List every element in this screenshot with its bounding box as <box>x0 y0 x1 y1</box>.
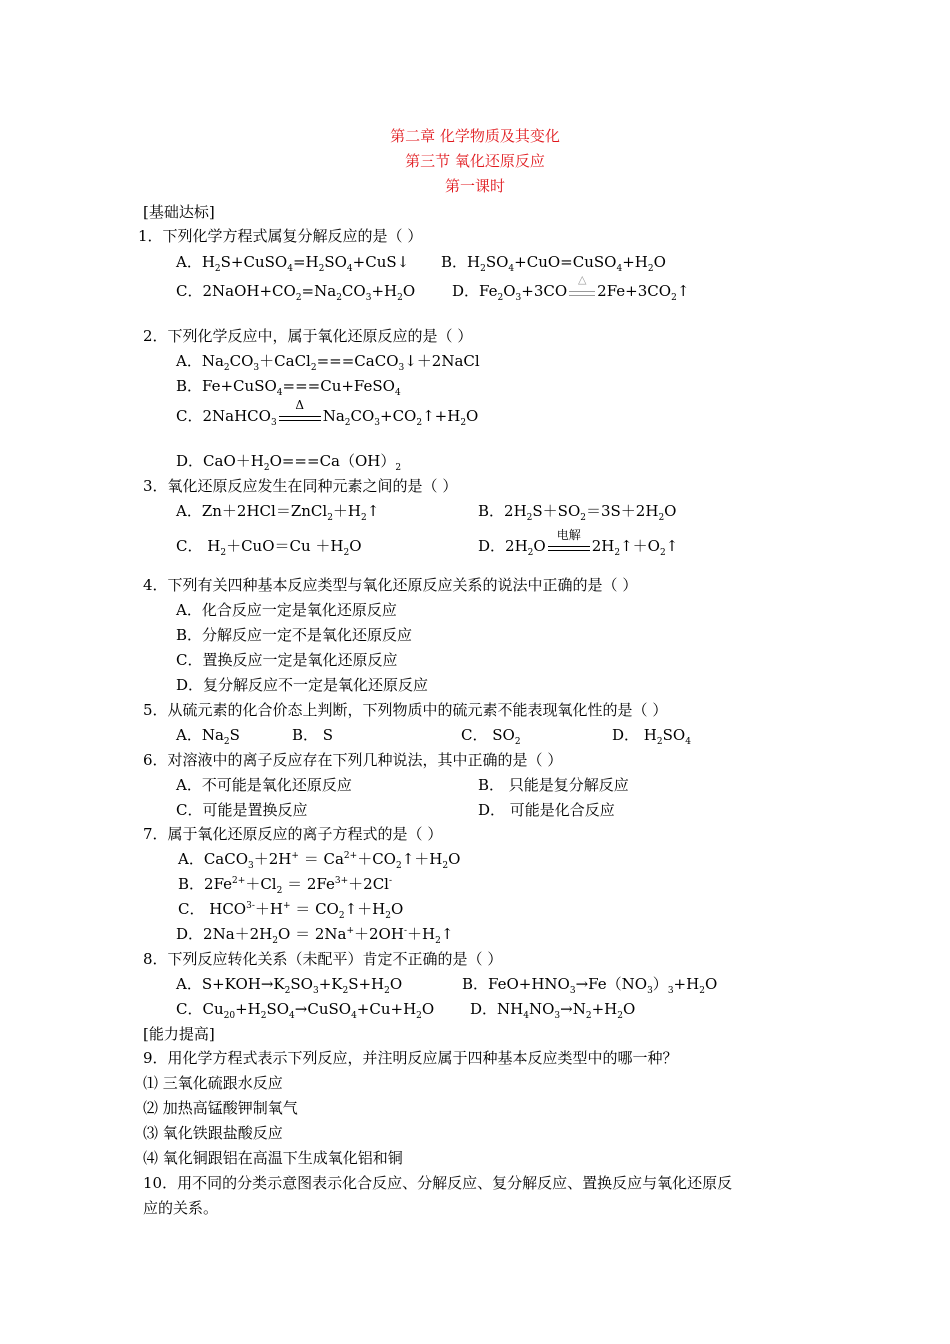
q5-option-c: C． $SO_2$ <box>461 726 521 747</box>
q4-option-c: C．置换反应一定是氧化还原反应 <box>176 651 398 669</box>
q8-option-a: A．$S+KOH\to K_2SO_3+K_2S+H_2O$ <box>176 975 403 996</box>
q2-option-c <box>176 398 479 428</box>
q2-stem: 2．下列化学反应中，属于氧化还原反应的是（ ） <box>143 327 473 345</box>
electrolysis-condition-arrow <box>548 528 590 556</box>
q10-stem-line1: 10．用不同的分类示意图表示化合反应、分解反应、复分解反应、置换反应与氧化还原反 <box>143 1174 733 1192</box>
q1-d-right: $2Fe+3CO_2↑$ <box>597 282 690 303</box>
q6-option-d: D． 可能是化合反应 <box>478 801 615 819</box>
q2-option-d: D．$CaO+H_2O===Ca(OH)_2$ <box>176 452 402 473</box>
q3-option-a: A．$Zn+2HCl=ZnCl_2+H_2↑$ <box>176 502 380 523</box>
q6-option-a: A．不可能是氧化还原反应 <box>176 776 352 794</box>
q7-option-b: B．$2Fe^{2+}+Cl_2 = 2Fe^{3+}+2Cl^-$ <box>178 875 393 896</box>
q3-d-left: D．$2H_2O$ <box>478 537 546 558</box>
q7-option-a: A．CaCO$_3$＋2H+ ＝ $Ca^{2+}+CO_2↑+H_2O$ <box>178 850 461 871</box>
q7-option-c: C． $HCO^{3-}+H^+$ ＝ $CO_2↑+H_2O$ <box>178 900 404 921</box>
q5-option-d: D． $H_2SO_4$ <box>612 726 691 747</box>
q4-option-b: B．分解反应一定不是氧化还原反应 <box>176 626 413 644</box>
q2-option-a: A．$Na_2CO_3+CaCl_2===CaCO_3↓+2NaCl$ <box>176 352 480 373</box>
q6-option-c: C．可能是置换反应 <box>176 801 308 819</box>
q5-option-a: A．$Na_2S$ <box>176 726 240 747</box>
q1-stem: 1．下列化学方程式属复分解反应的是（ ） <box>138 227 423 245</box>
q3-option-d <box>478 528 679 558</box>
q2-c-left: C．2NaHCO$_3$ <box>176 407 277 428</box>
q9-item: ⑷ 氧化铜跟铝在高温下生成氧化铝和铜 <box>143 1149 403 1167</box>
q4-stem: 4．下列有关四种基本反应类型与氧化还原反应关系的说法中正确的是（ ） <box>143 576 638 594</box>
q1-option-b: B．$H_2SO_4+CuO=CuSO_4+H_2O$ <box>441 253 666 274</box>
section-advanced-label: [能力提高] <box>143 1025 215 1043</box>
q3-option-b: B．$2H_2S+SO_2=3S+2H_2O$ <box>478 502 677 523</box>
chapter-title: 第二章 化学物质及其变化 <box>390 127 560 145</box>
q1-option-d <box>452 273 690 303</box>
q1-d-left: D．$Fe_2O_3+3CO$ <box>452 282 568 303</box>
q9-item: ⑵ 加热高锰酸钾制氧气 <box>143 1099 298 1117</box>
q10-stem-line2: 应的关系。 <box>143 1199 219 1217</box>
electrolysis-label: 电解 <box>556 528 581 542</box>
q8-option-b: B．$FeO+HNO_3\to Fe(NO_3)_3+H_2O$ <box>462 975 718 996</box>
q5-stem: 5．从硫元素的化合价态上判断，下列物质中的硫元素不能表现氧化性的是（ ） <box>143 701 668 719</box>
lesson-title: 第一课时 <box>444 177 505 195</box>
heat-condition-arrow <box>279 398 321 426</box>
q3-stem: 3．氧化还原反应发生在同种元素之间的是（ ） <box>143 477 458 495</box>
q1-option-c: C．$2NaOH+CO_2=Na_2CO_3+H_2O$ <box>176 282 416 303</box>
q8-option-d: D．$NH_4NO_3\to N_2+H_2O$ <box>470 1000 636 1021</box>
q3-d-right: $2H_2↑+O_2↑$ <box>591 537 679 558</box>
q6-stem: 6．对溶液中的离子反应存在下列几种说法，其中正确的是（ ） <box>143 751 563 769</box>
q1-option-a: A．$H_2S+CuSO_4=H_2SO_4+CuS↓$ <box>176 253 410 274</box>
q9-item: ⑶ 氧化铁跟盐酸反应 <box>143 1124 283 1142</box>
q8-stem: 8．下列反应转化关系（未配平）肯定不正确的是（ ） <box>143 950 503 968</box>
q7-stem: 7．属于氧化还原反应的离子方程式的是（ ） <box>143 825 443 843</box>
q7-option-d: D．$2Na+2H_2O$ ＝ $2Na^++2OH^-+H_2↑$ <box>176 925 454 946</box>
q8-option-c: C．$Cu_{20}+H_2SO_4\to CuSO_4+Cu+H_2O$ <box>176 1000 435 1021</box>
q4-option-a: A．化合反应一定是氧化还原反应 <box>176 601 397 619</box>
section-basic-label: [基础达标] <box>143 203 215 221</box>
q5-option-b: B． S <box>292 726 334 744</box>
q9-item: ⑴ 三氧化硫跟水反应 <box>143 1074 283 1092</box>
heat-condition-arrow <box>569 273 595 301</box>
q2-c-right: $Na_2CO_3+CO_2↑+H_2O$ <box>322 407 479 428</box>
q3-option-c: C． $H_2+CuO=Cu +H_2O$ <box>176 537 362 558</box>
q9-stem: 9．用化学方程式表示下列反应，并注明反应属于四种基本反应类型中的哪一种？ <box>143 1049 678 1067</box>
q4-option-d: D．复分解反应不一定是氧化还原反应 <box>176 676 429 694</box>
delta-symbol: Δ <box>295 398 305 412</box>
heat-symbol: △ <box>577 273 587 286</box>
q2-option-b: B．Fe+CuSO$_4$===Cu+FeSO$_4$ <box>176 377 401 398</box>
section-title: 第三节 氧化还原反应 <box>405 152 545 170</box>
q6-option-b: B． 只能是复分解反应 <box>478 776 629 794</box>
